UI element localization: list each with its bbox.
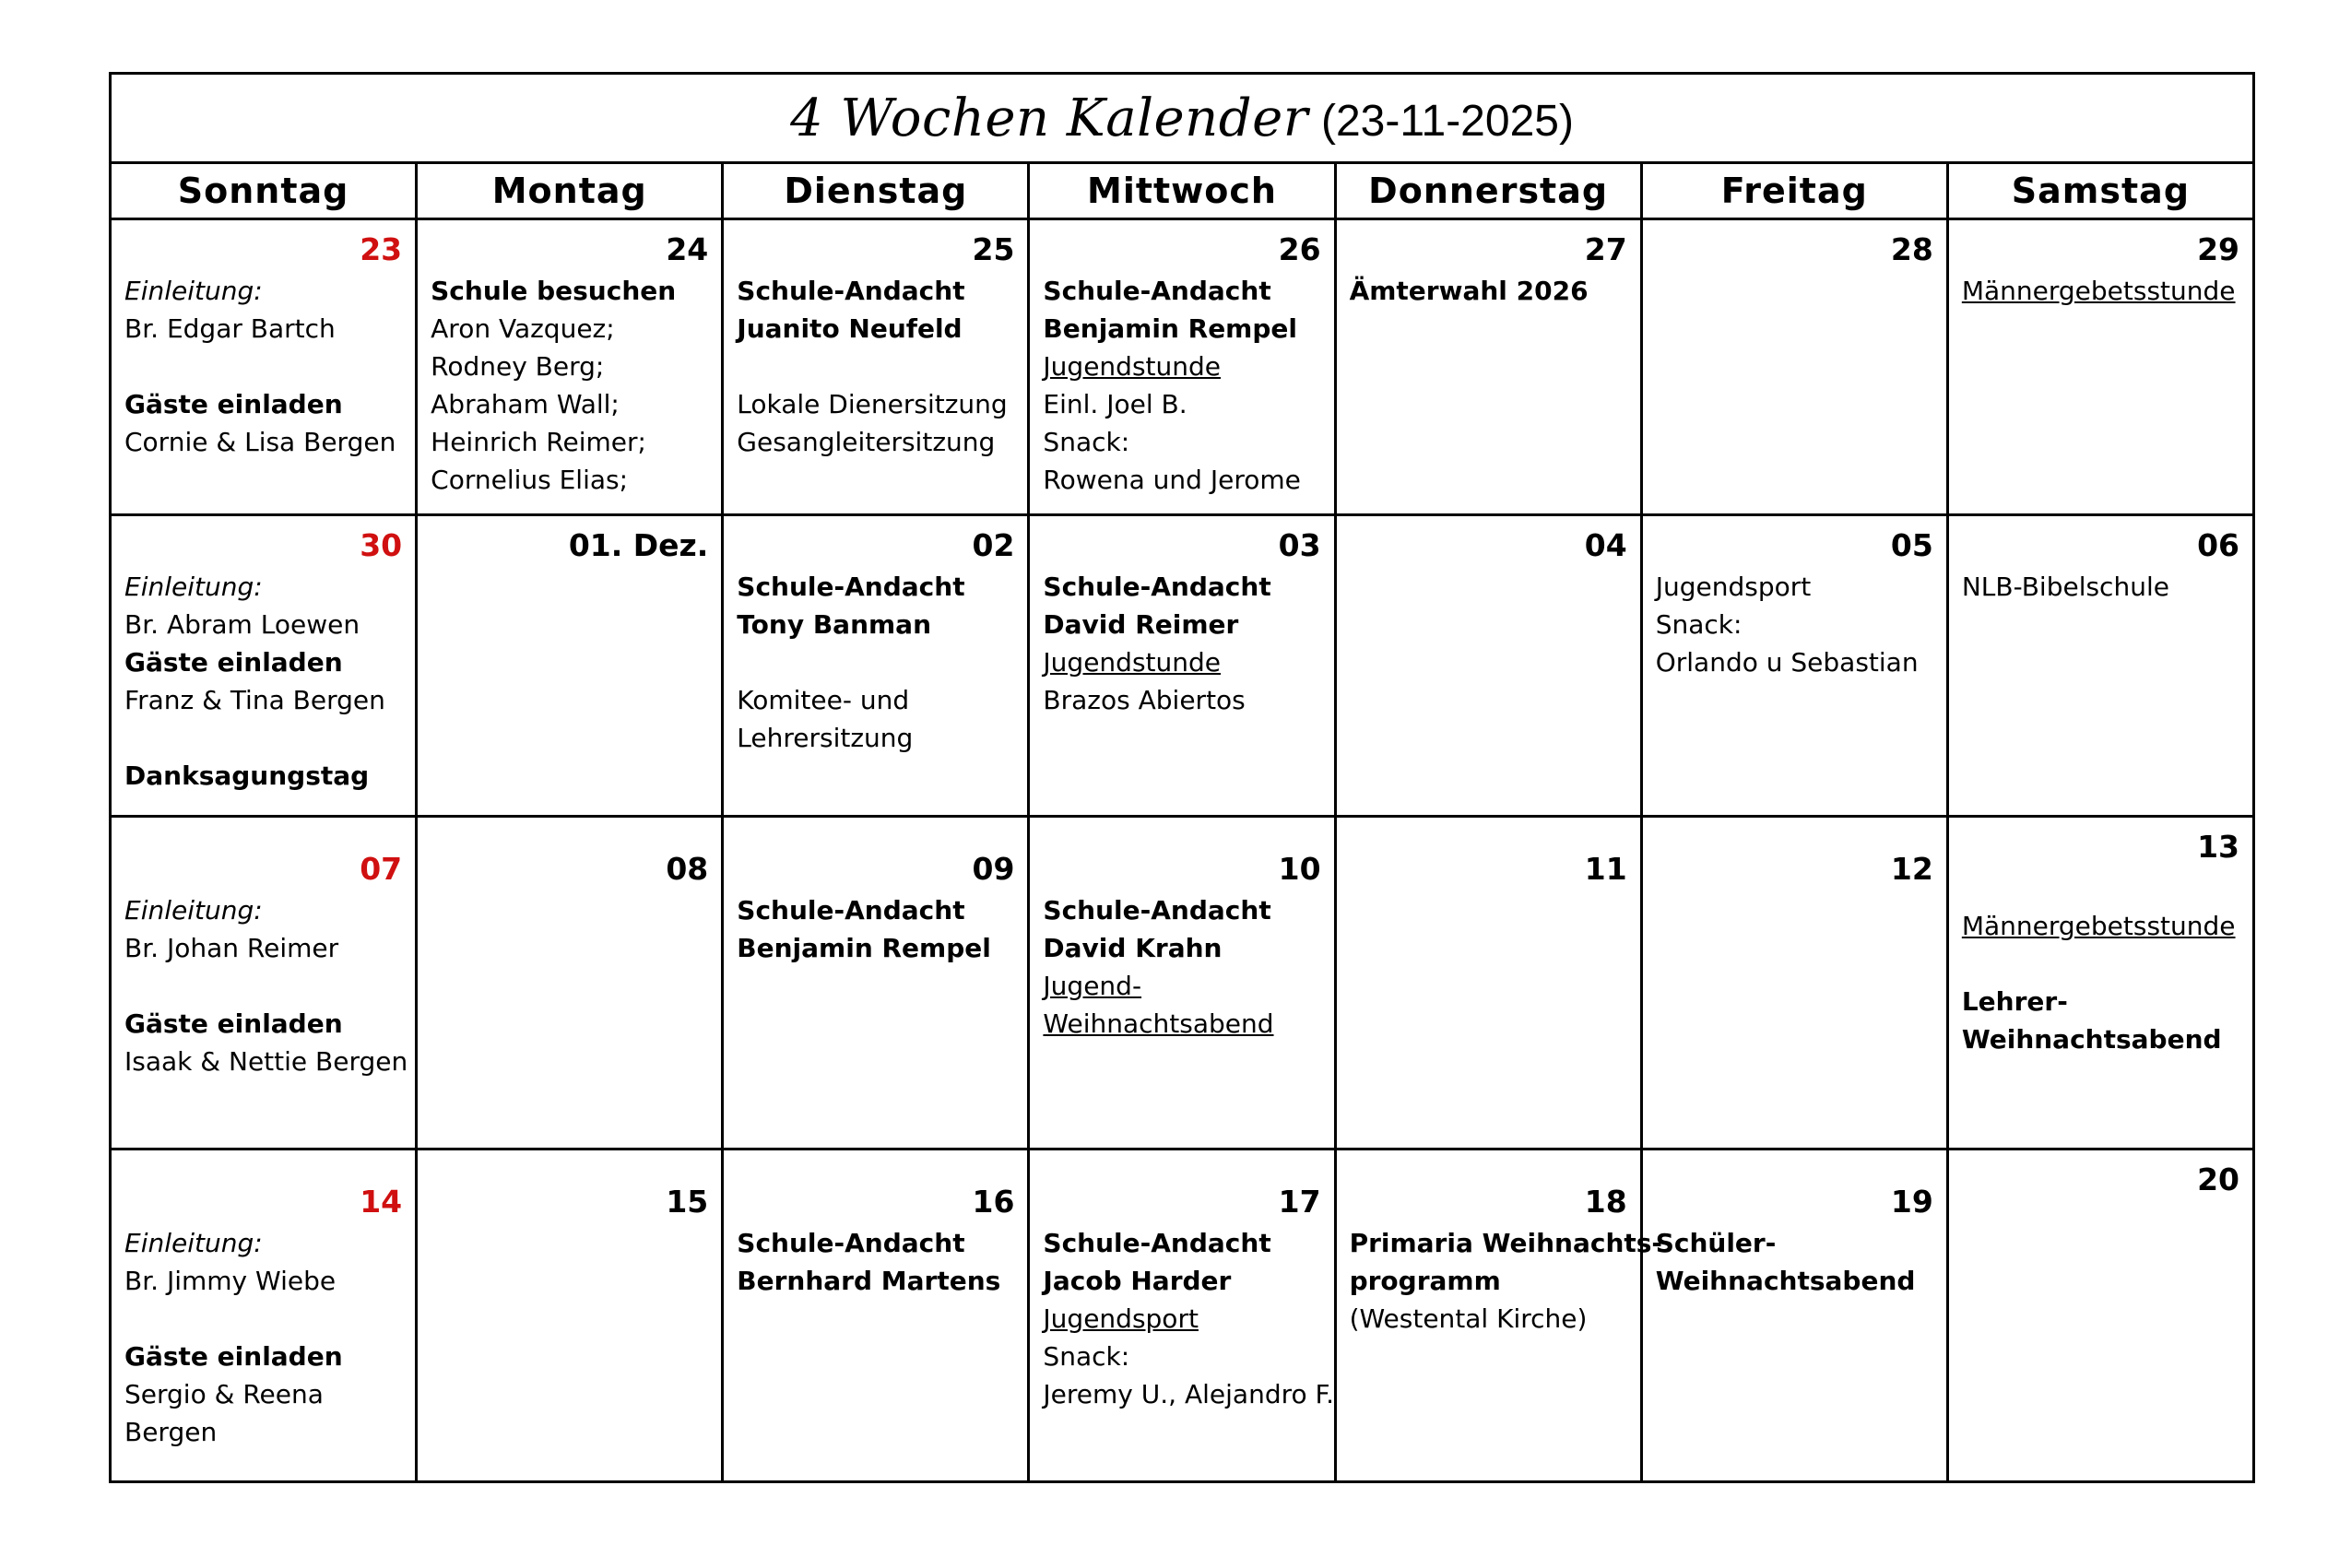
event-line: Snack: [1655,609,1743,640]
day-cell-content [418,220,721,506]
day-cell-wednesday [1029,1149,1335,1482]
event-line: Br. Edgar Bartch [124,313,336,344]
day-number: 09 [972,851,1015,887]
day-number: 17 [1278,1184,1321,1220]
event-line: Primaria Weihnachts- [1349,1228,1663,1258]
day-cell-wednesday [1029,515,1335,817]
title-date: (23-11-2025) [1321,96,1574,146]
event-line: Sergio & Reena [124,1379,324,1409]
weekday-sunday: Sonntag [111,163,417,219]
day-cell-content [418,818,721,899]
day-cell-sunday [111,1149,417,1482]
day-cell-monday [417,817,723,1149]
day-cell-tuesday [723,817,1029,1149]
day-cell-content [1337,1150,1663,1345]
event-line: Benjamin Rempel [737,933,991,963]
day-number: 25 [972,231,1015,267]
event-line: Einleitung: [124,276,263,306]
day-cell-saturday [1947,1149,2253,1482]
event-line: Einleitung: [124,1228,263,1258]
event-line: Lokale Dienersitzung [737,389,1008,419]
event-line: Jugendsport [1043,1303,1199,1334]
event-line: Schule-Andacht [1043,1228,1271,1258]
event-line: Einleitung: [124,572,263,602]
spacer [737,348,1014,385]
day-number: 15 [666,1184,709,1220]
day-number: 18 [1584,1184,1627,1220]
event-line: Schule-Andacht [737,276,965,306]
spacer [1962,869,2239,907]
calendar-table [109,72,2255,1483]
week-row-4 [111,1149,2254,1482]
day-cell-saturday [1947,219,2253,515]
day-cell-content [112,1150,415,1458]
day-number: 12 [1890,851,1933,887]
day-number: 05 [1890,527,1933,563]
event-line: Gäste einladen [124,1008,343,1039]
event-line: Jugend- [1043,971,1142,1001]
event-line: Komitee- und [737,685,910,715]
spacer [737,643,1014,681]
event-line: Weihnachtsabend [1655,1266,1916,1296]
event-line: Aron Vazquez; [431,313,615,344]
event-line: Cornelius Elias; [431,465,629,495]
event-line: Orlando u Sebastian [1655,647,1919,678]
day-cell-monday [417,515,723,817]
day-cell-content [1949,1150,2252,1209]
week-row-2 [111,515,2254,817]
event-line: Brazos Abiertos [1043,685,1246,715]
event-line: Gäste einladen [124,1341,343,1372]
event-line: Bernhard Martens [737,1266,1001,1296]
day-cell-content [1949,516,2252,613]
event-line: Br. Johan Reimer [124,933,339,963]
event-line: Schule-Andacht [1043,895,1271,925]
event-line: Franz & Tina Bergen [124,685,385,715]
event-line: (Westental Kirche) [1349,1303,1588,1334]
day-number: 23 [360,231,403,267]
day-number: 03 [1278,527,1321,563]
day-cell-content [1030,1150,1333,1421]
spacer [124,348,402,385]
event-line: Männergebetsstunde [1961,911,2236,941]
event-line: Gäste einladen [124,647,343,678]
day-cell-content [1643,220,1946,279]
spacer [124,719,402,757]
event-line: Cornie & Lisa Bergen [124,427,396,457]
event-line: Bergen [124,1417,218,1447]
day-cell-content [1030,818,1333,1050]
event-line: Jugendsport [1655,572,1812,602]
day-number: 08 [666,851,709,887]
event-line: Schule-Andacht [737,1228,965,1258]
event-line: Weihnachtsabend [1043,1008,1274,1039]
day-number: 20 [2197,1161,2239,1197]
day-cell-content [418,1150,721,1232]
day-number: 02 [972,527,1015,563]
day-cell-monday [417,219,723,515]
week-row-1 [111,219,2254,515]
weekday-tuesday: Dienstag [723,163,1029,219]
week-row-3 [111,817,2254,1149]
event-line: programm [1349,1266,1501,1296]
day-number: 19 [1890,1184,1933,1220]
day-number: 14 [360,1184,403,1220]
spacer [124,967,402,1005]
day-number: 11 [1584,851,1627,887]
day-cell-content [1030,516,1333,726]
event-line: Männergebetsstunde [1961,276,2236,306]
day-number: 30 [360,527,403,563]
day-cell-content [724,818,1027,974]
day-cell-content [1337,220,1640,317]
weekday-header-row [111,163,2254,219]
day-cell-content [1949,818,2252,1066]
day-number: 04 [1584,527,1627,563]
event-line: Tony Banman [737,609,932,640]
title-main: 4 Wochen Kalender [790,88,1308,148]
event-line: Rodney Berg; [431,351,605,382]
calendar-title [111,74,2254,163]
event-line: Gäste einladen [124,389,343,419]
day-cell-sunday [111,817,417,1149]
day-cell-content [1643,818,1946,899]
event-line: Jacob Harder [1043,1266,1232,1296]
day-number: 01. Dez. [568,527,709,563]
day-number: 26 [1278,231,1321,267]
day-number: 07 [360,851,403,887]
event-line: David Krahn [1043,933,1223,963]
event-line: Schüler- [1655,1228,1777,1258]
day-number: 27 [1584,231,1627,267]
weekday-friday: Freitag [1641,163,1947,219]
event-line: Danksagungstag [124,760,370,791]
day-cell-friday [1641,1149,1947,1482]
event-line: Schule-Andacht [737,572,965,602]
event-line: Abraham Wall; [431,389,620,419]
day-number: 16 [972,1184,1015,1220]
day-cell-sunday [111,515,417,817]
weekday-wednesday: Mittwoch [1029,163,1335,219]
event-line: NLB-Bibelschule [1961,572,2169,602]
day-cell-tuesday [723,1149,1029,1482]
day-cell-wednesday [1029,817,1335,1149]
day-number: 28 [1890,231,1933,267]
day-cell-content [112,818,415,1088]
day-cell-content [724,516,1027,764]
event-line: Weihnachtsabend [1961,1024,2222,1055]
day-cell-content [1337,818,1640,899]
day-cell-sunday [111,219,417,515]
event-line: Jeremy U., Alejandro F. [1043,1379,1335,1409]
day-cell-thursday [1335,817,1641,1149]
event-line: Schule-Andacht [737,895,965,925]
day-cell-content [1949,220,2252,317]
day-cell-content [724,1150,1027,1307]
event-line: Schule besuchen [431,276,677,306]
day-number: 24 [666,231,709,267]
weekday-saturday: Samstag [1947,163,2253,219]
event-line: Einleitung: [124,895,263,925]
event-line: David Reimer [1043,609,1239,640]
day-cell-thursday [1335,219,1641,515]
spacer [1962,945,2239,983]
spacer [124,1300,402,1338]
event-line: Isaak & Nettie Bergen [124,1046,408,1077]
day-cell-tuesday [723,219,1029,515]
event-line: Lehrer- [1961,986,2068,1017]
day-cell-content [112,516,415,802]
event-line: Br. Abram Loewen [124,609,360,640]
day-cell-saturday [1947,515,2253,817]
weekday-monday: Montag [417,163,723,219]
day-cell-monday [417,1149,723,1482]
event-line: Lehrersitzung [737,723,914,753]
event-line: Jugendstunde [1043,647,1222,678]
event-line: Br. Jimmy Wiebe [124,1266,337,1296]
event-line: Rowena und Jerome [1043,465,1301,495]
day-number: 13 [2197,829,2239,865]
day-cell-friday [1641,515,1947,817]
event-line: Ämterwahl 2026 [1349,276,1589,306]
day-cell-tuesday [723,515,1029,817]
day-cell-saturday [1947,817,2253,1149]
event-line: Benjamin Rempel [1043,313,1297,344]
day-cell-content [1643,1150,1946,1307]
weekday-thursday: Donnerstag [1335,163,1641,219]
day-cell-wednesday [1029,219,1335,515]
day-cell-content [1337,516,1640,575]
event-line: Schule-Andacht [1043,572,1271,602]
event-line: Jugendstunde [1043,351,1222,382]
day-number: 06 [2197,527,2239,563]
day-cell-content [112,220,415,468]
event-line: Einl. Joel B. [1043,389,1187,419]
event-line: Gesangleitersitzung [737,427,996,457]
day-number: 10 [1278,851,1321,887]
day-cell-content [724,220,1027,468]
event-line: Snack: [1043,427,1130,457]
day-cell-content [1643,516,1946,689]
day-cell-content [1030,220,1333,506]
day-cell-friday [1641,219,1947,515]
event-line: Schule-Andacht [1043,276,1271,306]
day-cell-thursday [1335,515,1641,817]
day-number: 29 [2197,231,2239,267]
event-line: Heinrich Reimer; [431,427,646,457]
day-cell-friday [1641,817,1947,1149]
day-cell-content [418,516,721,575]
event-line: Juanito Neufeld [737,313,963,344]
day-cell-thursday [1335,1149,1663,1482]
event-line: Snack: [1043,1341,1130,1372]
